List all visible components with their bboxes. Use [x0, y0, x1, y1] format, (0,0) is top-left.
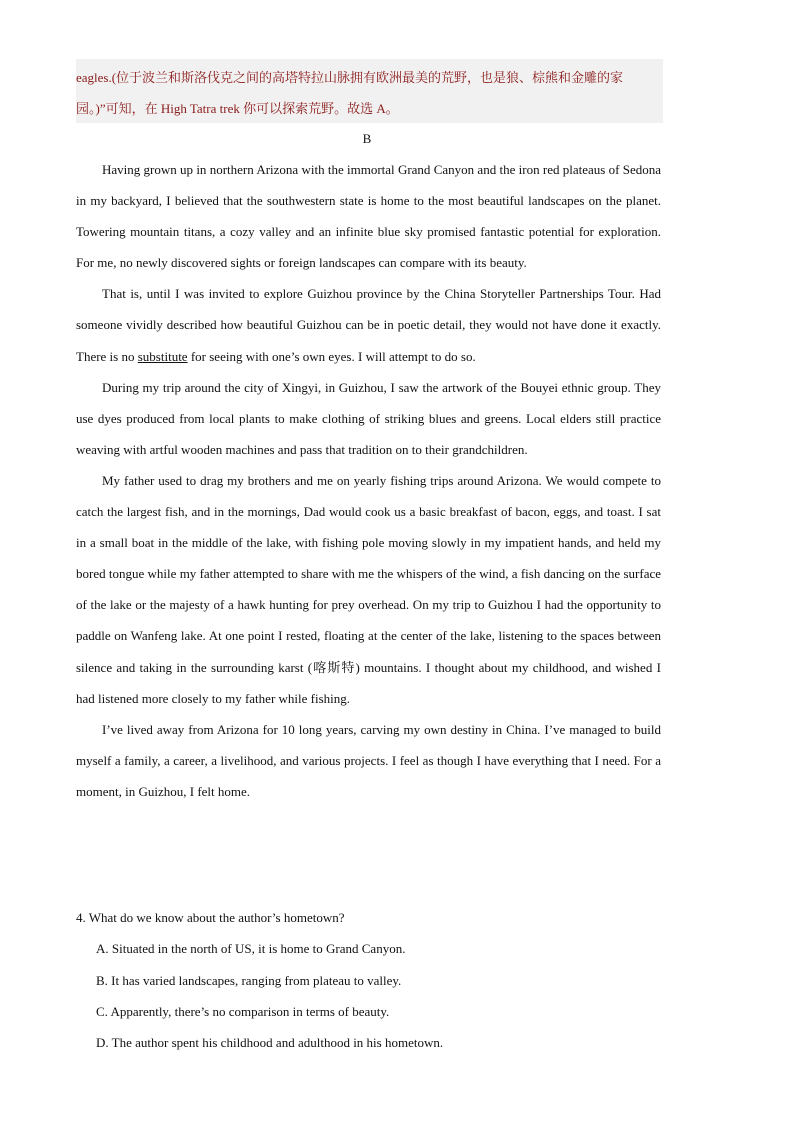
section-label: B — [362, 131, 372, 146]
option-a: A. Situated in the north of US, it is home to Grand Canyon. — [96, 941, 406, 957]
underlined-word: substitute — [137, 348, 188, 364]
passage-paragraph-2 — [76, 278, 661, 371]
answer-note-line2: 园。)”可知，在 High Tatra trek 你可以探索荒野。故选 A。 — [76, 101, 399, 116]
passage-paragraph-5: I’ve lived away from Arizona for 10 long years, carving my own destiny in China. I’ve managed to build myself a family, a career, a livelihood, and various projects. I feel as though I have everything that I need. For a moment, in Guizhou, I felt home. — [76, 721, 661, 799]
option-d: D. The author spent his childhood and adulthood in his hometown. — [96, 1035, 444, 1051]
option-c: C. Apparently, there’s no comparison in terms of beauty. — [96, 1003, 390, 1019]
passage-paragraph-4: My father used to drag my brothers and me on yearly fishing trips around Arizona. We would compete to catch the largest fish, and in the mornings, Dad would cook us a basic breakfast of bacon, eggs, and toast. I sat in a small boat in the middle of the lake, with fishing pole moving slowly in my impatient hands, and held my bored tongue while my father attempted to share with me the whispers of the wind, a fish dancing on the surface of the lake or the majesty of a hawk hunting for prey overhead. On my trip to Guizhou I had the opportunity to paddle on Wanfeng lake. At one point I rested, floating at the center of the lake, listening to the spaces between silence and taking in the surrounding karst (喀斯特) mountains. I thought about my childhood, and wished I had listened more closely to my father while fishing. — [76, 472, 661, 706]
question-stem: 4. What do we know about the author’s hometown? — [76, 910, 345, 925]
answer-note-line1: eagles.(位于波兰和斯洛伐克之间的高塔特拉山脉拥有欧洲最美的荒野，也是狼、棕熊和金雕的家 — [76, 70, 624, 85]
passage-p2-text-after: for seeing with one’s own eyes. I will attempt to do so. — [187, 348, 476, 364]
passage-p2-text-before: That is, until I was invited to explore Guizhou province by the China Storyteller Partnerships Tour. Had someone vividly described how beautiful Guizhou can be in poetic detail, they would not have done it exactly. There is no — [76, 286, 661, 364]
option-b: B. It has varied landscapes, ranging from plateau to valley. — [96, 972, 402, 988]
question-4 — [76, 902, 676, 1058]
passage-paragraph-3: During my trip around the city of Xingyi, in Guizhou, I saw the artwork of the Bouyei ethnic group. They use dyes produced from local plants to make clothing of striking blues and greens. Local elders still practice weaving with artful wooden machines and pass that tradition on to their grandchildren. — [76, 379, 661, 457]
answer-note — [76, 62, 666, 124]
passage-paragraph-1: Having grown up in northern Arizona with the immortal Grand Canyon and the iron red plateaus of Sedona in my backyard, I believed that the southwestern state is home to the most beautiful landscapes on the planet. Towering mountain titans, a cozy valley and an infinite blue sky promised fantastic potential for exploration. For me, no newly discovered sights or foreign landscapes can compare with its beauty. — [76, 162, 661, 271]
reading-passage — [76, 154, 661, 807]
